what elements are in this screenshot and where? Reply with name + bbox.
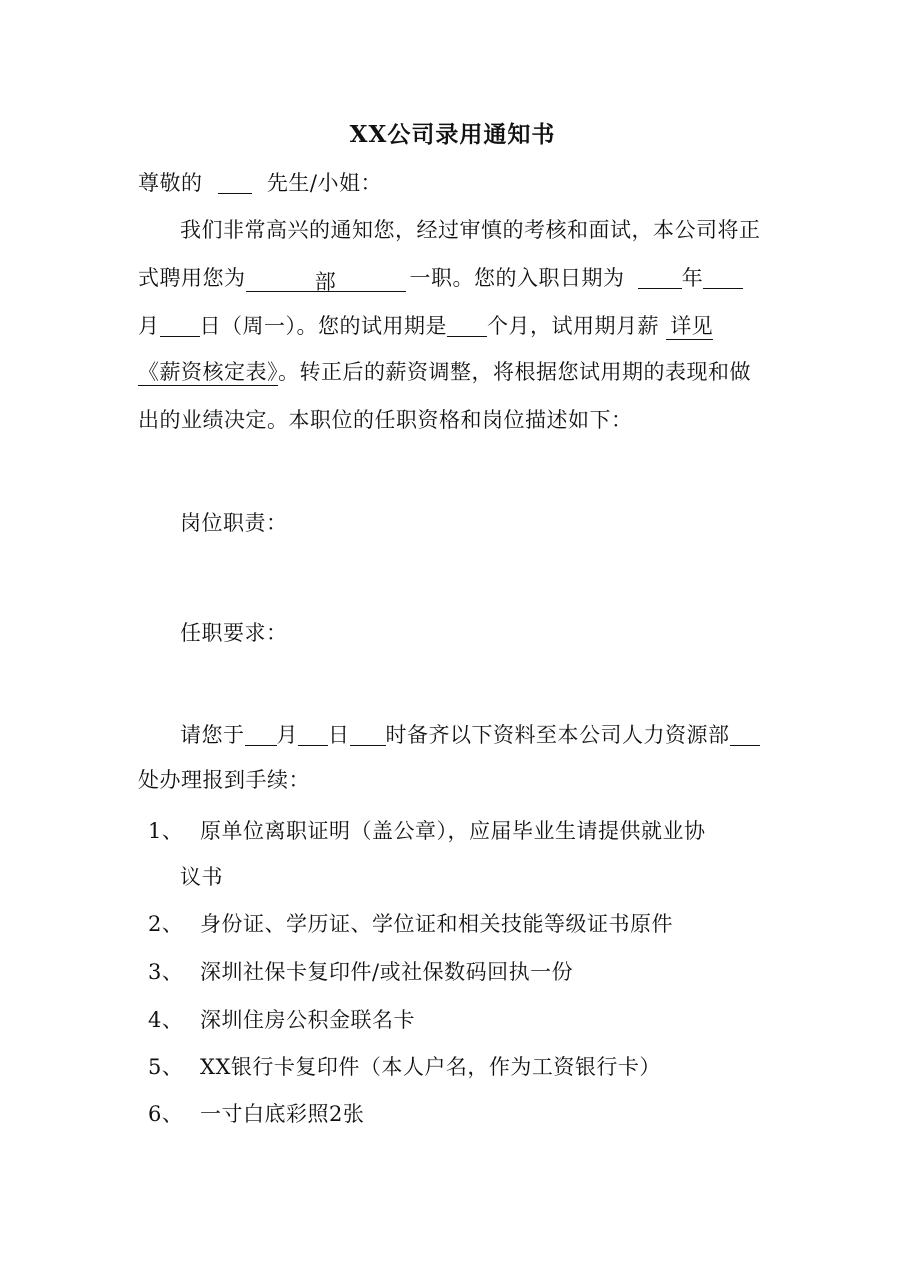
list-item-text: 原单位离职证明（盖公章），应届毕业生请提供就业协 bbox=[200, 819, 706, 843]
list-item-continuation: 议书 bbox=[180, 865, 223, 889]
greeting-prefix: 尊敬的 bbox=[138, 171, 203, 195]
greeting-suffix: 先生/小姐： bbox=[266, 171, 382, 195]
department-label: 部 bbox=[314, 270, 337, 294]
list-item bbox=[148, 1007, 415, 1033]
list-item-text: 一寸白底彩照2张 bbox=[200, 1102, 365, 1126]
report-line-2: 处办理报到手续： bbox=[138, 768, 310, 792]
report-line-1 bbox=[180, 722, 760, 748]
probation-text: 日（周一）。您的试用期是 bbox=[199, 314, 447, 338]
list-item bbox=[148, 959, 573, 985]
report-intro: 请您于 bbox=[180, 723, 245, 747]
day-blank bbox=[160, 314, 200, 337]
intro-line-3 bbox=[138, 313, 713, 339]
report-day-blank bbox=[298, 723, 328, 746]
month-blank-1 bbox=[703, 266, 743, 289]
position-date-text: 一职。您的入职日期为 bbox=[409, 266, 625, 290]
report-month-label: 月 bbox=[276, 723, 298, 747]
list-item bbox=[148, 1101, 364, 1127]
list-item-number: 2、 bbox=[148, 912, 184, 936]
duties-label: 岗位职责： bbox=[180, 511, 288, 535]
intro-line-1: 我们非常高兴的通知您，经过审慎的考核和面试，本公司将正 bbox=[180, 218, 761, 242]
list-item-text: 身份证、学历证、学位证和相关技能等级证书原件 bbox=[200, 912, 673, 936]
salary-table-reference: 《薪资核定表》 bbox=[138, 360, 278, 384]
year-blank bbox=[638, 266, 682, 289]
intro-line-4 bbox=[138, 359, 751, 385]
list-item-number: 5、 bbox=[148, 1055, 184, 1079]
list-item bbox=[148, 818, 706, 844]
salary-reference: 详见 bbox=[666, 314, 713, 340]
list-item-number: 1、 bbox=[148, 819, 184, 843]
list-item bbox=[148, 911, 673, 937]
document-title: XX公司录用通知书 bbox=[349, 121, 556, 148]
month-label: 月 bbox=[138, 314, 160, 338]
report-text: 时备齐以下资料至本公司人力资源部 bbox=[385, 723, 730, 747]
department-blank bbox=[246, 269, 406, 292]
name-blank bbox=[218, 171, 252, 194]
list-item-text: 深圳社保卡复印件/或社保数码回执一份 bbox=[200, 960, 574, 984]
hire-as-text: 式聘用您为 bbox=[138, 266, 246, 290]
list-item-number: 4、 bbox=[148, 1008, 184, 1032]
list-item-number: 3、 bbox=[148, 960, 184, 984]
list-item-text: XX银行卡复印件（本人户名，作为工资银行卡） bbox=[200, 1055, 661, 1079]
salary-adjust-text: 。转正后的薪资调整，将根据您试用期的表现和做 bbox=[278, 360, 751, 384]
probation-months-blank bbox=[447, 314, 487, 337]
salary-text: 个月，试用期月薪 bbox=[487, 314, 659, 338]
greeting-line bbox=[138, 170, 382, 196]
intro-line-5: 出的业绩决定。本职位的任职资格和岗位描述如下： bbox=[138, 408, 633, 432]
intro-line-2 bbox=[138, 265, 743, 292]
list-item-number: 6、 bbox=[148, 1102, 184, 1126]
report-month-blank bbox=[245, 723, 277, 746]
report-day-label: 日 bbox=[328, 723, 350, 747]
requirements-label: 任职要求： bbox=[180, 621, 288, 645]
report-dept-blank bbox=[730, 723, 760, 746]
report-hour-blank bbox=[350, 723, 386, 746]
list-item bbox=[148, 1054, 661, 1080]
list-item-text: 深圳住房公积金联名卡 bbox=[200, 1008, 415, 1032]
year-label: 年 bbox=[681, 266, 704, 290]
